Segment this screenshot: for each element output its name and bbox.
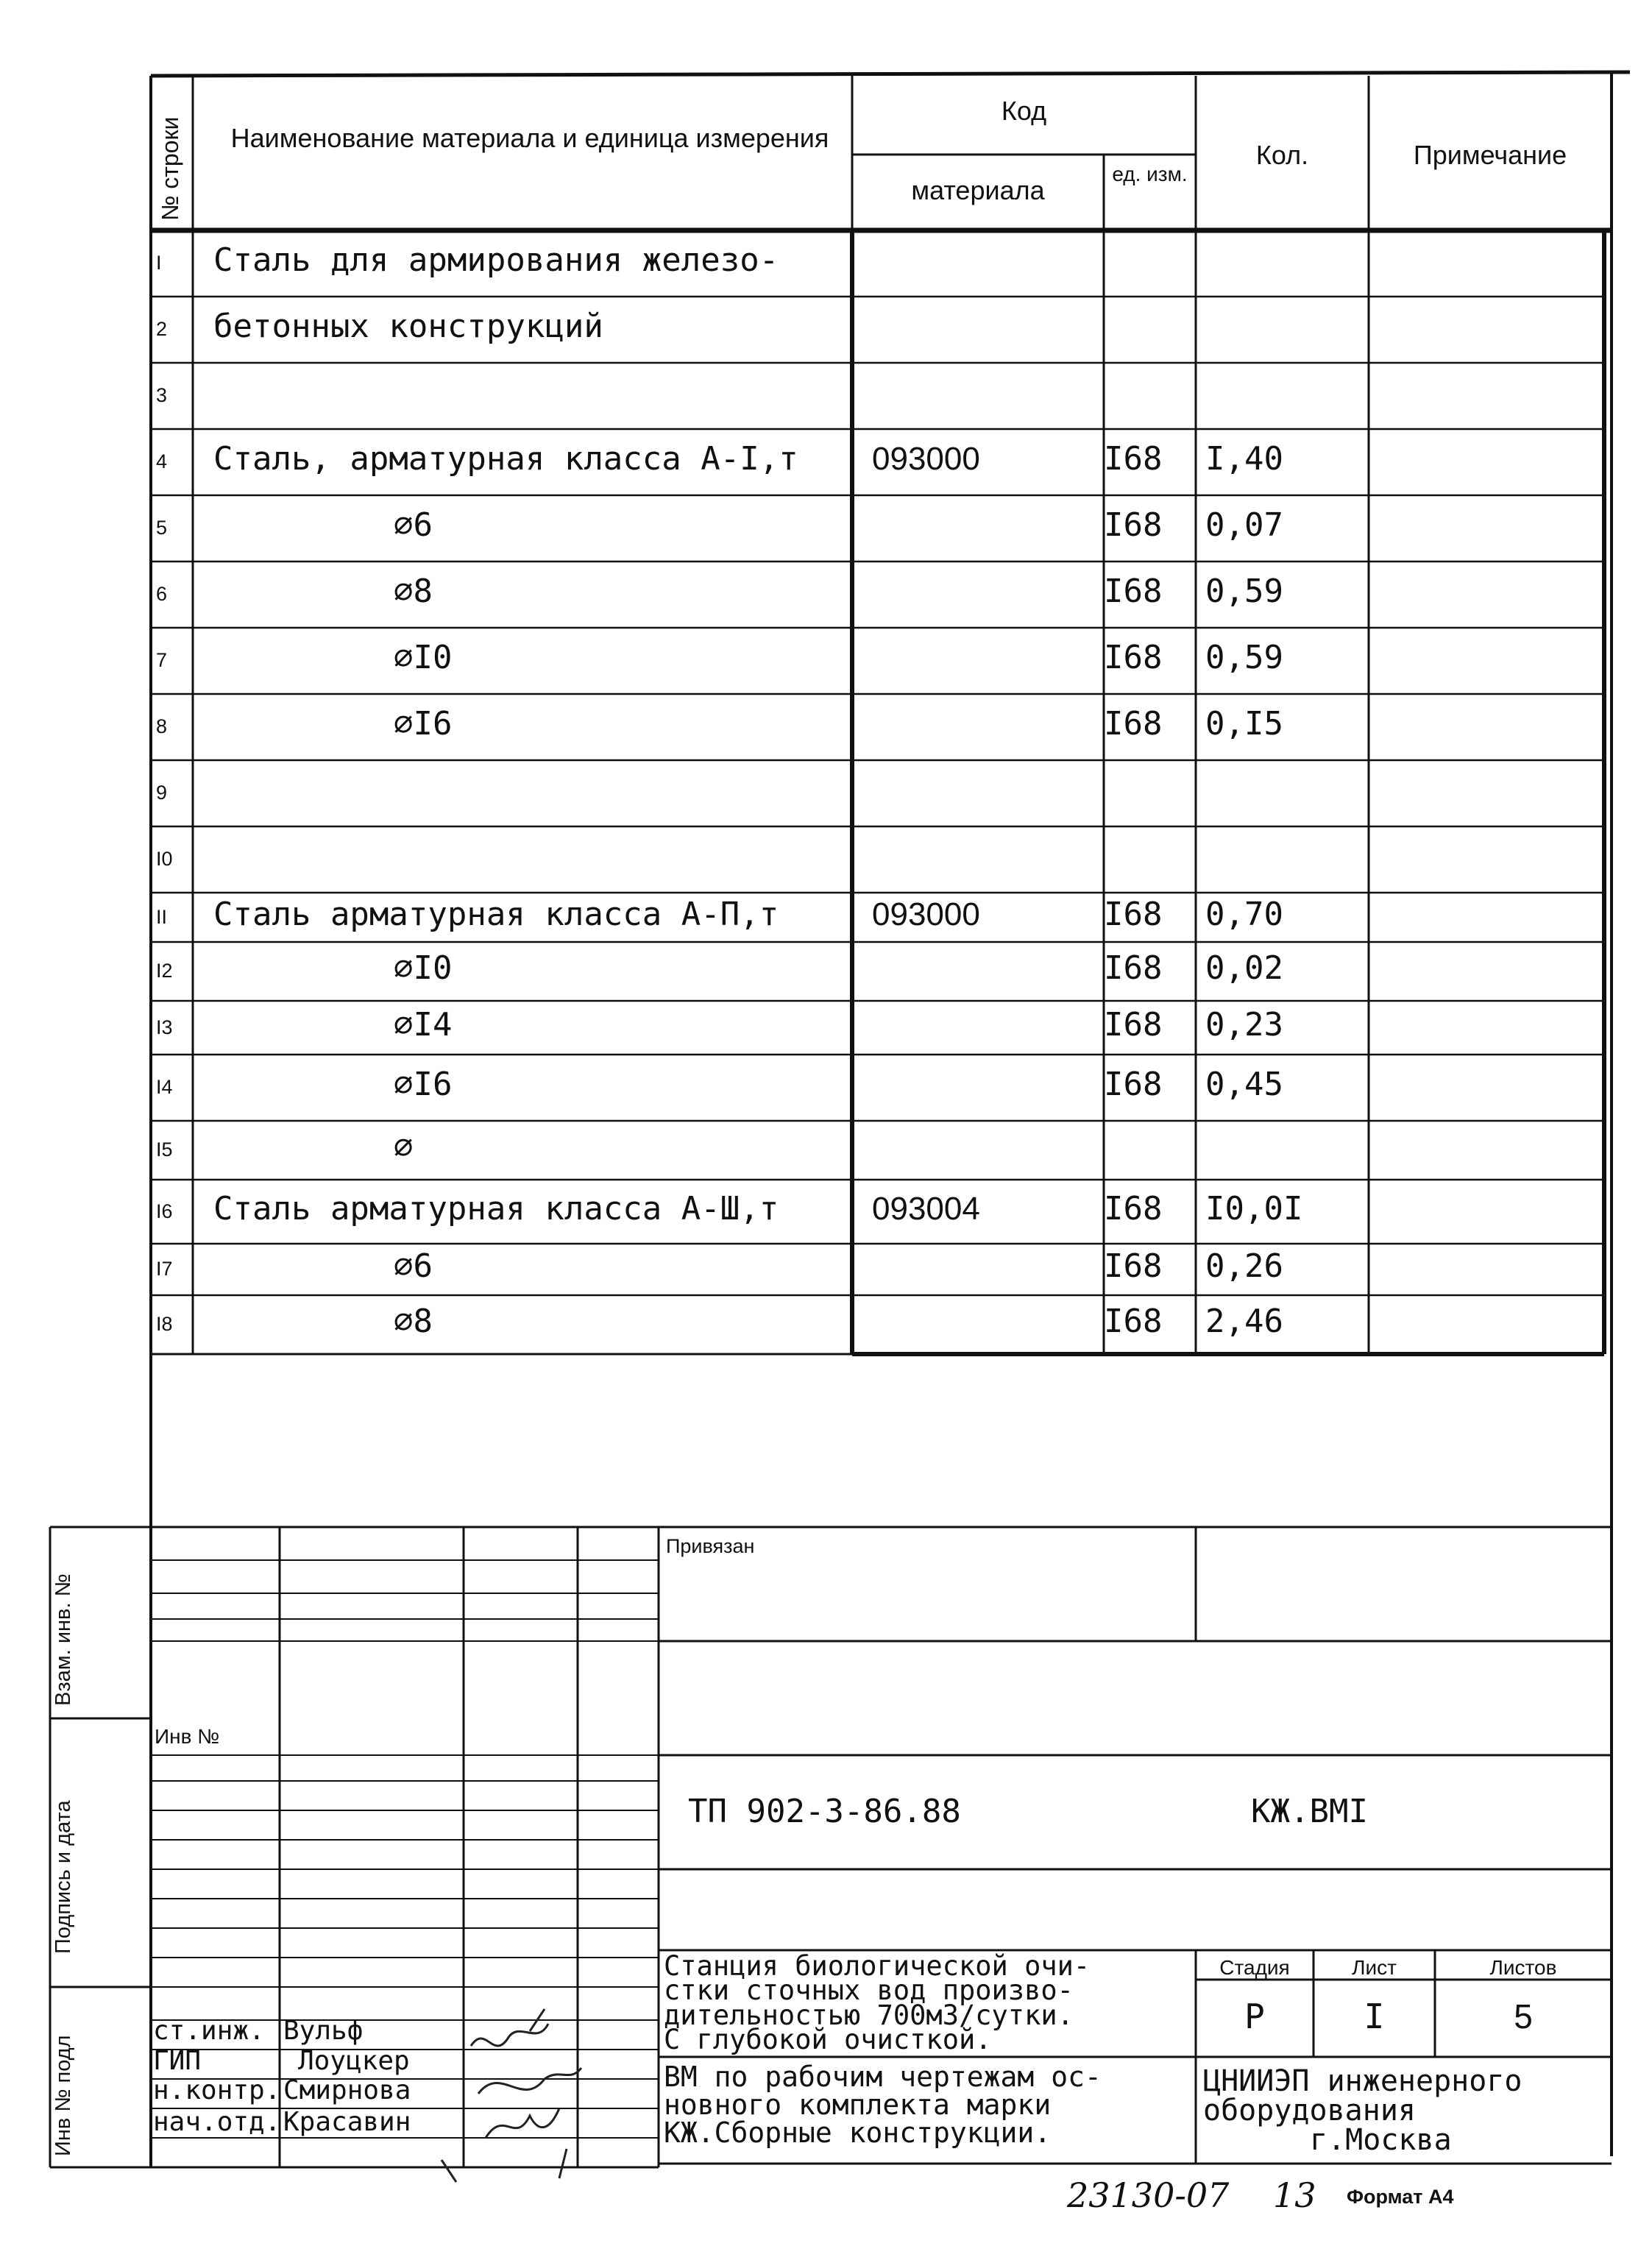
vzam-inv-label: Взам. инв. № [52,1573,75,1706]
inv-podl-label: Инв № подл [52,2035,75,2156]
unit-code: I68 [1104,1066,1163,1103]
unit-code: I68 [1104,1247,1163,1285]
material-name: ∅6 [394,506,433,544]
inventory-number: 23130-07 [1067,2175,1230,2215]
unit-code: I68 [1104,573,1163,610]
row-number: 4 [156,450,168,472]
material-code: 093000 [872,896,980,932]
quantity: 2,46 [1205,1303,1283,1340]
row-number: 8 [156,715,168,737]
station-line: стки сточных вод произво- [664,1974,1074,2007]
unit-code: I68 [1104,440,1163,478]
note-header: Примечание [1413,140,1567,170]
material-name: ∅I4 [394,1005,453,1044]
row-number: I4 [156,1076,173,1098]
sheets-label: Листов [1489,1956,1557,1979]
doc-code: ТП 902-3-86.88 [688,1793,961,1830]
vm-line: новного комплекта марки [664,2089,1052,2121]
signer-role: ГИП [153,2046,202,2076]
material-code: 093004 [872,1190,980,1227]
organization [1203,2066,1612,2155]
station-line: С глубокой очисткой. [664,2023,992,2055]
row-number: I8 [156,1313,173,1335]
material-name: ∅I6 [394,705,453,743]
material-name: Сталь, арматурная класса А-I,т [213,440,798,478]
vm-line: КЖ.Сборные конструкции. [664,2116,1052,2149]
vm-title [664,2063,1102,2147]
material-name-header: Наименование материала и единица измерения [230,123,829,153]
org-line: ЦНИИЭП инженерного [1203,2064,1522,2098]
material-name: Сталь арматурная класса А-П,т [213,895,779,933]
row-number: I3 [156,1016,173,1038]
code-header: Код [1001,96,1047,126]
material-name: ∅ [394,1128,414,1166]
code-material-header: материала [911,175,1045,205]
row-number: I7 [156,1258,173,1280]
page-number: 13 [1273,2175,1316,2215]
signer-role: ст.инж. [153,2016,265,2046]
quantity: I,40 [1205,440,1283,478]
material-name: ∅I0 [394,639,453,676]
row-number: 2 [156,318,168,340]
qty-header: Кол. [1255,140,1309,170]
quantity: 0,26 [1205,1247,1283,1285]
stage-value: Р [1244,1997,1265,2036]
signer-name: Вульф [283,2016,364,2046]
material-name: ∅I6 [394,1066,453,1103]
sheets-value: 5 [1514,1997,1533,2036]
quantity: 0,70 [1205,895,1283,933]
signer-name: Лоуцкер [298,2046,410,2076]
row-number: I [156,252,162,274]
org-line: г.Москва [1310,2123,1452,2157]
material-name: ∅8 [394,1303,433,1340]
sheet-label: Лист [1352,1956,1397,1979]
stage-label: Стадия [1219,1956,1290,1979]
unit-code: I68 [1104,1189,1163,1228]
code-unit-header: ед. изм. [1112,163,1188,185]
quantity: 0,59 [1205,573,1283,610]
unit-code: I68 [1104,1303,1163,1340]
signer-name: Красавин [283,2107,411,2137]
station-line: дительностью 700м3/сутки. [664,1999,1074,2031]
material-name: ∅8 [394,573,433,610]
quantity: I0,0I [1205,1189,1303,1228]
unit-code: I68 [1104,639,1163,676]
unit-code: I68 [1104,1005,1163,1044]
row-number: 3 [156,384,168,406]
inv-no-label: Инв № [155,1725,220,1748]
row-number: 9 [156,782,168,804]
row-number: II [156,905,168,928]
sheet-value: I [1364,1997,1385,2036]
row-number: 7 [156,649,168,671]
row-number: I2 [156,960,173,982]
row-number: I5 [156,1138,173,1161]
material-code: 093000 [872,441,980,477]
quantity: 0,I5 [1205,705,1283,743]
material-name: ∅I0 [394,949,453,987]
row-number: 6 [156,583,168,605]
unit-code: I68 [1104,895,1163,933]
signer-name: Смирнова [283,2075,411,2105]
row-number: 5 [156,517,168,539]
privyazan-label: Привязан [666,1535,755,1557]
row-number: I6 [156,1200,173,1222]
row-number-header: № строки [157,116,183,221]
unit-code: I68 [1104,705,1163,743]
format-label: Формат А4 [1347,2186,1454,2208]
quantity: 0,59 [1205,639,1283,676]
org-line: оборудования [1203,2094,1416,2128]
quantity: 0,02 [1205,949,1283,987]
unit-code: I68 [1104,506,1163,544]
signer-role: н.контр. [153,2075,281,2105]
material-name: Сталь арматурная класса А-Ш,т [213,1189,779,1228]
quantity: 0,23 [1205,1005,1283,1044]
material-name: бетонных конструкций [213,308,603,345]
vm-line: ВМ по рабочим чертежам ос- [664,2061,1102,2093]
station-title [664,1950,1091,2055]
material-name: ∅6 [394,1247,433,1285]
unit-code: I68 [1104,949,1163,987]
row-number: I0 [156,848,173,870]
podpis-data-label: Подпись и дата [52,1800,75,1954]
quantity: 0,45 [1205,1066,1283,1103]
station-line: Станция биологической очи- [664,1950,1091,1982]
material-name: Сталь для армирования железо- [213,241,779,279]
signer-role: нач.отд. [153,2107,281,2137]
quantity: 0,07 [1205,506,1283,544]
doc-mark: КЖ.ВМI [1251,1793,1368,1830]
